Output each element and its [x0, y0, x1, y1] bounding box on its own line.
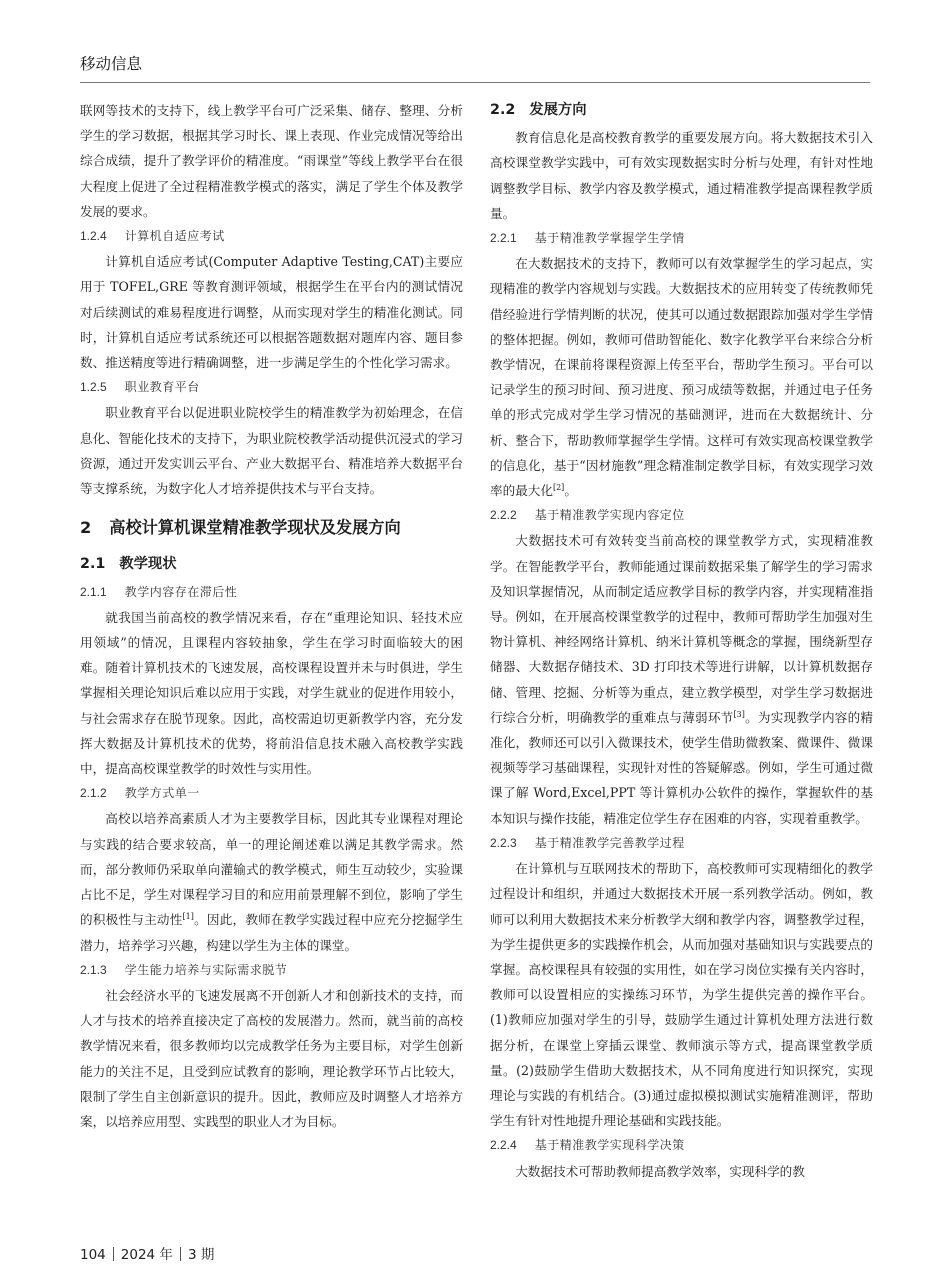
section-number: 2	[80, 518, 92, 538]
section-title: 计算机自适应考试	[124, 229, 225, 244]
issue-year: 2024 年	[120, 1247, 173, 1263]
section-number: 2.1.3	[80, 962, 107, 977]
text-run: 在大数据技术的支持下，教师可以有效掌握学生的学习起点，实现精准的教学内容规划与实践。大数据技术的应用转变了传统教师凭借经验进行学情判断的状况，使其可以通过数据跟踪加强对学生学情的整体把握。例如，教师可借助智能化、数字化教学平台来综合分析教学情况，在课前将课程资源上传至平台，帮助学生预习。平台可以记录学生的预习时间、预习进度、预习成绩等数据，并通过电子任务单的形式完成对学生学习情况的基础测评，进而在大数据统计、分析、整合下，帮助教师掌握学生学情。这样可有效实现高校课堂教学的信息化，基于“因材施教”理念精准制定教学目标，有效实现学习效率的最大化	[490, 256, 873, 499]
section-title: 发展方向	[529, 102, 587, 118]
header-rule	[80, 82, 870, 83]
paragraph	[490, 528, 873, 830]
paragraph: 计算机自适应考试(Computer Adaptive Testing,CAT)主要应用于 TOFEL,GRE 等教育测评领域，根据学生在平台内的测试情况对后续测试的难易程度进行调整，从而实现对学生的精准化测试。同时，计算机自适应考试系统还可以根据答题数据对题库内容、题目参数、推送精度等进行精确调整，进一步满足学生的个性化学习需求。	[80, 254, 463, 371]
section-heading-2-2-2	[490, 503, 873, 528]
paragraph: 就我国当前高校的教学情况来看，存在“重理论知识、轻技术应用领域”的情况，且课程内容较抽象，学生在学习时面临较大的困难。随着计算机技术的飞速发展，高校课程设置并未与时俱进，学生掌握相关理论知识后难以应用于实践，对学生就业的促进作用较小，与社会需求存在脱节现象。因此，高校需迫切更新教学内容，充分发挥大数据及计算机技术的优势，将前沿信息技术融入高校教学实践中，提高高校课堂教学的时效性与实用性。	[80, 609, 463, 777]
text-run: 。因此，教师在教学实践过程中应充分挖掘学生潜力，培养学习兴趣，构建以学生为主体的课堂。	[80, 912, 464, 953]
journal-header: 移动信息	[80, 55, 143, 73]
section-number: 2.2.4	[490, 1138, 517, 1153]
section-heading-2-1-1	[80, 580, 463, 605]
section-number: 1.2.4	[80, 229, 107, 244]
paragraph: 联网等技术的支持下，线上教学平台可广泛采集、储存、整理、分析学生的学习数据，根据其学习时长、课上表现、作业完成情况等给出综合成绩，提升了教学评价的精准度。“雨课堂”等线上教学平台在很大程度上促进了全过程精准教学模式的落实，满足了学生个体及教学发展的要求。	[80, 103, 463, 219]
section-number: 2.1.1	[80, 584, 107, 599]
citation-ref: [3]	[733, 709, 745, 719]
section-number: 2.2	[490, 102, 516, 118]
page-footer	[80, 1243, 214, 1263]
section-number: 1.2.5	[80, 380, 107, 395]
section-title: 教学内容存在滞后性	[124, 584, 238, 599]
section-heading-2-1-2	[80, 781, 463, 806]
paragraph: 社会经济水平的飞速发展离不开创新人才和创新技术的支持，而人才与技术的培养直接决定了高校的发展潜力。然而，就当前的高校教学情况来看，很多教师均以完成教学任务为主要目标，对学生创新能力的关注不足，且受到应试教育的影响，理论教学环节占比较大，限制了学生自主创新意识的提升。因此，教师应及时调整人才培养方案，以培养应用型、实践型的职业人才为目标。	[80, 987, 463, 1129]
paragraph	[80, 806, 463, 957]
section-title: 教学方式单一	[124, 786, 200, 801]
section-title: 职业教育平台	[124, 380, 200, 395]
section-title: 基于精准教学掌握学生学情	[534, 231, 685, 246]
text-run: 大数据技术可有效转变当前高校的课堂教学方式，实现精准教学。在智能教学平台，教师能通过课前数据采集了解学生的学习需求及知识掌握情况，从而制定适应教学目标的教学内容，并实现精准指导。例如，在开展高校课堂教学的过程中，教师可帮助学生加强对生物计算机、神经网络计算机、纳米计算机等概念的掌握，围绕新型存储器、大数据存储技术、3D 打印技术等进行讲解，以计算机数据存储、管理、挖掘、分析等为重点，建立教学模型，对学生学习数据进行综合分析，明确教学的重难点与薄弱环节	[490, 533, 873, 725]
text-run: 。为实现教学内容的精准化，教师还可以引入微课技术，使学生借助微教案、微课件、微课视频等学习基础课程，实现针对性的答疑解惑。例如，学生可通过微课了解 Word,Excel,PPT 等计算机办公软件的操作，掌握软件的基本知识与操作技能，精准定位学生存在困难的内容，实现着重教学。	[490, 709, 874, 826]
text-run: 。	[564, 483, 577, 499]
citation-ref: [2]	[552, 483, 565, 493]
paragraph: 大数据技术可帮助教师提高教学效率，实现科学的教	[515, 1163, 805, 1179]
section-heading-2-1-3	[80, 958, 463, 983]
section-heading-1-2-5	[80, 375, 463, 400]
section-title: 学生能力培养与实际需求脱节	[124, 962, 288, 977]
paragraph: 教育信息化是高校教育教学的重要发展方向。将大数据技术引入高校课堂教学实践中，可有效实现数据实时分析与处理，有针对性地调整教学目标、教学内容及教学模式，通过精准教学提高课程教学质量。	[490, 130, 873, 221]
paragraph: 在计算机与互联网技术的帮助下，高校教师可实现精细化的教学过程设计和组织，并通过大数据技术开展一系列教学活动。例如，教师可以利用大数据技术来分析教学大纲和教学内容，调整教学过程，为学生提供更多的实践操作机会，从而加强对基础知识与实践要点的掌握。高校课程具有较强的实用性，如在学习岗位实操有关内容时，教师可以设置相应的实操练习环节，为学生提供完善的操作平台。(1)教师应加强对学生的引导，鼓励学生通过计算机处理方法进行数据分析，在课堂上穿插云课堂、教师演示等方式，提高课堂教学质量。(2)鼓励学生借助大数据技术，从不同角度进行知识探究，实现理论与实践的有机结合。(3)通过虚拟模拟测试实施精准测评，帮助学生有针对性地提升理论基础和实践技能。	[490, 861, 873, 1129]
footer-separator	[113, 1247, 114, 1261]
footer-separator	[180, 1247, 181, 1261]
section-heading-2-2-4	[490, 1133, 873, 1158]
section-heading-2-1	[80, 552, 463, 577]
section-title: 高校计算机课堂精准教学现状及发展方向	[109, 518, 401, 538]
section-heading-2-2-1	[490, 226, 873, 251]
section-number: 2.1	[80, 556, 106, 573]
section-title: 基于精准教学实现科学决策	[534, 1138, 685, 1153]
section-number: 2.2.3	[490, 835, 517, 850]
paragraph: 职业教育平台以促进职业院校学生的精准教学为初始理念，在信息化、智能化技术的支持下，为职业院校教学活动提供沉浸式的学习资源，通过开发实训云平台、产业大数据平台、精准培养大数据平台等支撑系统，为数字化人才培养提供技术与平台支持。	[80, 405, 463, 497]
section-number: 2.2.1	[490, 231, 517, 246]
left-column	[80, 98, 463, 1134]
section-heading-1-2-4	[80, 224, 463, 249]
right-column	[490, 98, 873, 1184]
section-heading-2-2	[490, 98, 873, 123]
section-heading-2-2-3	[490, 831, 873, 856]
section-title: 基于精准教学完善教学过程	[534, 835, 685, 850]
paragraph	[490, 251, 873, 503]
section-heading-2	[80, 515, 463, 540]
section-number: 2.1.2	[80, 786, 107, 801]
section-number: 2.2.2	[490, 508, 517, 523]
page-number: 104	[80, 1247, 106, 1263]
text-run: 高校以培养高素质人才为主要教学目标，因此其专业课程对理论与实践的结合要求较高，单一的理论阐述难以满足其教学需求。然而，部分教师仍采取单向灌输式的教学模式，师生互动较少，实验课占比不足，学生对课程学习目的和应用前景理解不到位，影响了学生的积极性与主动性	[80, 811, 463, 928]
citation-ref: [1]	[182, 912, 194, 922]
issue-number: 3 期	[187, 1247, 215, 1263]
section-title: 基于精准教学实现内容定位	[534, 508, 685, 523]
section-title: 教学现状	[119, 556, 177, 573]
